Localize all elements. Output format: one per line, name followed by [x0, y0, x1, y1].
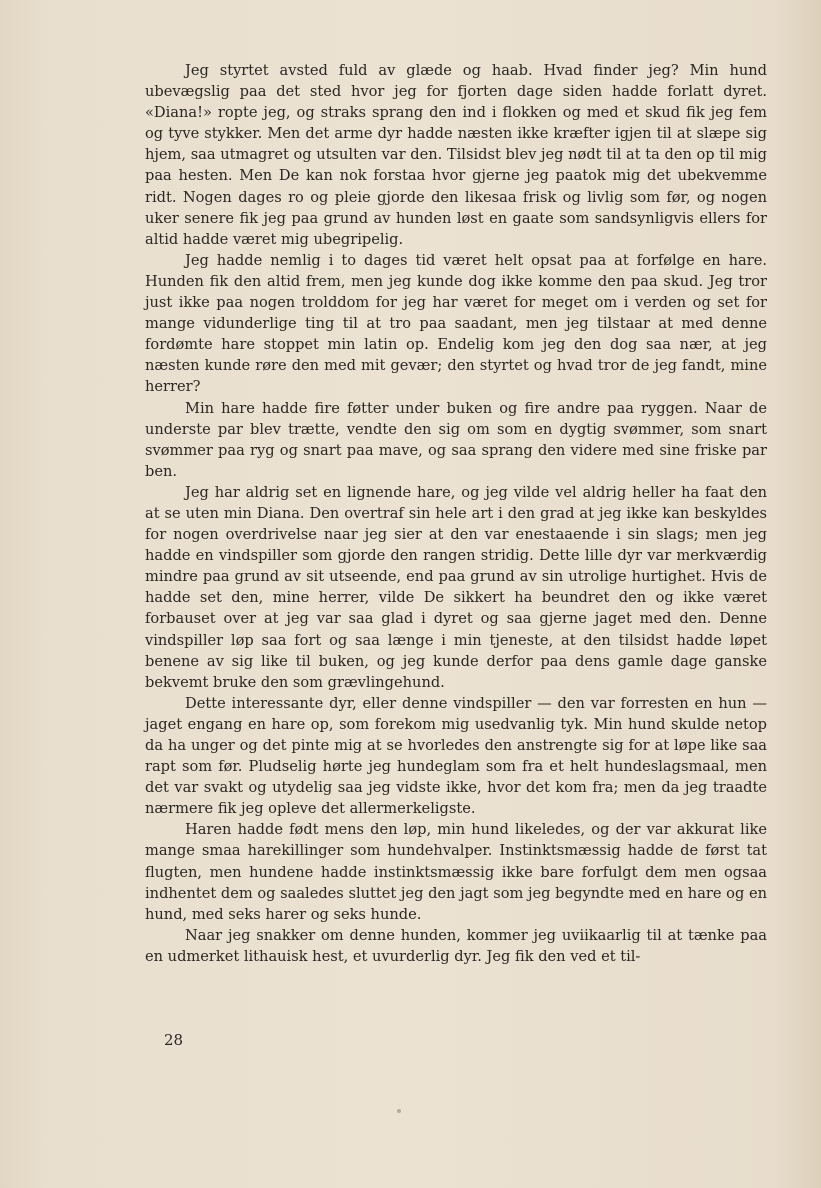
paragraph-3: Min hare hadde fire føtter under buken og fire andre paa ryggen. Naar de underste par blev trætte, vendte den sig om som en dygtig svømmer, som snart svømmer paa ryg og snart paa mave, og saa sprang den videre med sine friske par ben. [145, 399, 767, 480]
paragraph-6: Haren hadde født mens den løp, min hund likeledes, og der var akkurat like mange smaa harekillinger som hundehvalper. Instinktsmæssig hadde de først tat flugten, men hundene hadde instinktsmæssig ikke bare forfulgt dem men ogsaa indhentet dem og saaledes sluttet jeg den jagt som jeg begyndte med en hare og en hund, med seks harer og seks hunde. [145, 821, 767, 923]
paragraph-4: Jeg har aldrig set en lignende hare, og jeg vilde vel aldrig heller ha faat den at se uten min Diana. Den overtraf sin hele art i den grad at jeg ikke kan beskyldes for nogen overdrivelse naar jeg sier at den var enestaaende i sin slags; men jeg hadde en vindspiller som gjorde den rangen stridig. Dette lille dyr var merkværdig mindre paa grund av sit utseende, end paa grund av sin utrolige hurtighet. Hvis de hadde set den, mine herrer, vilde De sikkert ha beundret den og ikke været forbauset over at jeg var saa glad i dyret og saa gjerne jaget med den. Denne vindspiller løp saa fort og saa længe i min tjeneste, at den tilsidst hadde løpet benene av sig like til buken, og jeg kunde derfor paa dens gamle dage ganske bekvemt bruke den som grævlingehund. [145, 483, 767, 691]
paper-speck [397, 1109, 401, 1113]
paragraph-7: Naar jeg snakker om denne hunden, kommer jeg uviikaarlig til at tænke paa en udmerket lithauisk hest, et uvurderlig dyr. Jeg fik den ved et til- [145, 926, 767, 965]
body-text [145, 60, 767, 967]
page-number: 28 [164, 1031, 184, 1049]
paragraph-2: Jeg hadde nemlig i to dages tid været helt opsat paa at forfølge en hare. Hunden fik den altid frem, men jeg kunde dog ikke komme den paa skud. Jeg tror just ikke paa nogen trolddom for jeg har været for meget om i verden og set for mange vidunderlige ting til at tro paa saadant, men jeg tilstaar at med denne fordømte hare stoppet min latin op. Endelig kom jeg den dog saa nær, at jeg næsten kunde røre den med mit gevær; den styrtet og hvad tror de jeg fandt, mine herrer? [145, 251, 767, 396]
paragraph-1: Jeg styrtet avsted fuld av glæde og haab. Hvad finder jeg? Min hund ubevægslig paa det sted hvor jeg for fjorten dage siden hadde forlatt dyret. «Diana!» ropte jeg, og straks sprang den ind i flokken og med et skud fik jeg fem og tyve stykker. Men det arme dyr hadde næsten ikke kræfter igjen til at slæpe sig hjem, saa utmagret og utsulten var den. Tilsidst blev jeg nødt til at ta den op til mig paa hesten. Men De kan nok forstaa hvor gjerne jeg paatok mig det ubekvemme ridt. Nogen dages ro og pleie gjorde den likesaa frisk og livlig som før, og nogen uker senere fik jeg paa grund av hunden løst en gaate som sandsynligvis ellers for altid hadde været mig ubegripelig. [145, 62, 767, 248]
paragraph-5: Dette interessante dyr, eller denne vindspiller — den var forresten en hun — jaget engang en hare op, som forekom mig usedvanlig tyk. Min hund skulde netop da ha unger og det pinte mig at se hvorledes den anstrengte sig for at løpe like saa rapt som før. Pludselig hørte jeg hundeglam som fra et helt hundeslagsmaal, men det var svakt og utydelig saa jeg vidste ikke, hvor det kom fra; men da jeg traadte nærmere fik jeg opleve det allermerkeligste. [145, 694, 767, 818]
